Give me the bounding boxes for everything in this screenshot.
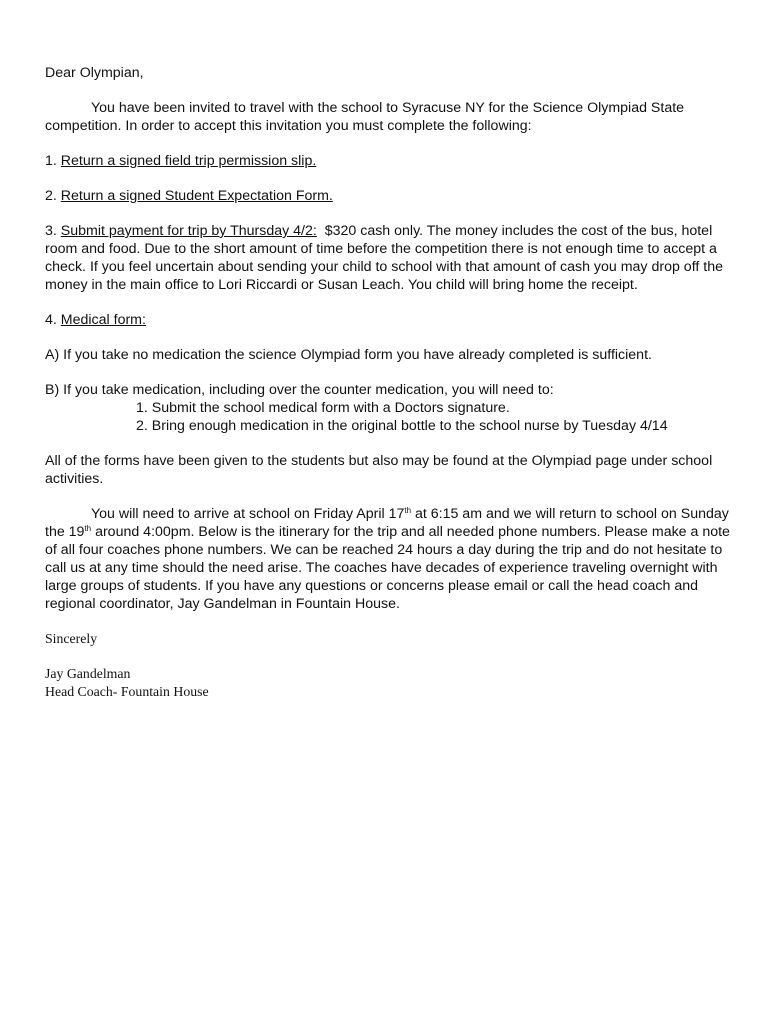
itinerary-text: You will need to arrive at school on Friday April 17 — [91, 506, 405, 522]
ordinal-suffix: th — [404, 506, 412, 515]
step-3-text: $320 cash only. The money includes the cost of the bus, hotel room and food. Due to the short amount of time before the competition there is not enough time to accept a check. If you feel uncertain about sending your child to school with that amount of cash you may drop off the money in the main office to Lori Riccardi or Susan Leach. You child will bring home the receipt. — [45, 223, 723, 293]
step-2 — [45, 187, 735, 205]
step-3-number: 3. — [45, 223, 57, 239]
medication-step: 1. Submit the school medical form with a Doctors signature. — [136, 400, 510, 416]
step-3-label: Submit payment for trip by Thursday 4/2: — [60, 223, 317, 239]
medication-option-a: A) If you take no medication the science Olympiad form you have already completed is sufficient. — [45, 347, 652, 363]
itinerary-text: at 6:15 am and we will return to school on Sunday the 19 — [45, 506, 729, 540]
step-2-label: Return a signed Student Expectation Form. — [60, 188, 333, 204]
letter — [45, 64, 735, 701]
medication-option-b — [45, 381, 735, 435]
step-4-number: 4. — [45, 312, 57, 328]
closing: Sincerely — [45, 631, 98, 646]
itinerary-paragraph — [45, 505, 735, 613]
step-1-label: Return a signed field trip permission slip. — [60, 153, 317, 169]
step-3 — [45, 222, 735, 294]
forms-note: All of the forms have been given to the students but also may be found at the Olympiad page under school activities. — [45, 453, 713, 487]
step-1-number: 1. — [45, 153, 57, 169]
step-4-label: Medical form: — [60, 312, 146, 328]
step-2-number: 2. — [45, 188, 57, 204]
signer-title: Head Coach- Fountain House — [45, 684, 209, 699]
medication-step: 2. Bring enough medication in the original bottle to the school nurse by Tuesday 4/14 — [136, 418, 668, 434]
greeting: Dear Olympian, — [45, 65, 144, 81]
signature-block — [45, 665, 735, 701]
medication-steps-list — [45, 399, 735, 435]
signer-name: Jay Gandelman — [45, 666, 131, 681]
ordinal-suffix: th — [84, 524, 92, 533]
itinerary-text: around 4:00pm. Below is the itinerary for the trip and all needed phone numbers. Please make a note of all four coaches phone numbers. We can be reached 24 hours a day during the trip and do not hesitate to call us at any time should the need arise. The coaches have decades of experience traveling overnight with large groups of students. If you have any questions or concerns please email or call the head coach and regional coordinator, Jay Gandelman in Fountain House. — [45, 524, 730, 612]
step-1 — [45, 152, 735, 170]
medication-option-b-intro: B) If you take medication, including over the counter medication, you will need to: — [45, 382, 554, 398]
step-4 — [45, 311, 735, 329]
intro-paragraph: You have been invited to travel with the school to Syracuse NY for the Science Olympiad State competition. In order to accept this invitation you must complete the following: — [45, 100, 685, 134]
